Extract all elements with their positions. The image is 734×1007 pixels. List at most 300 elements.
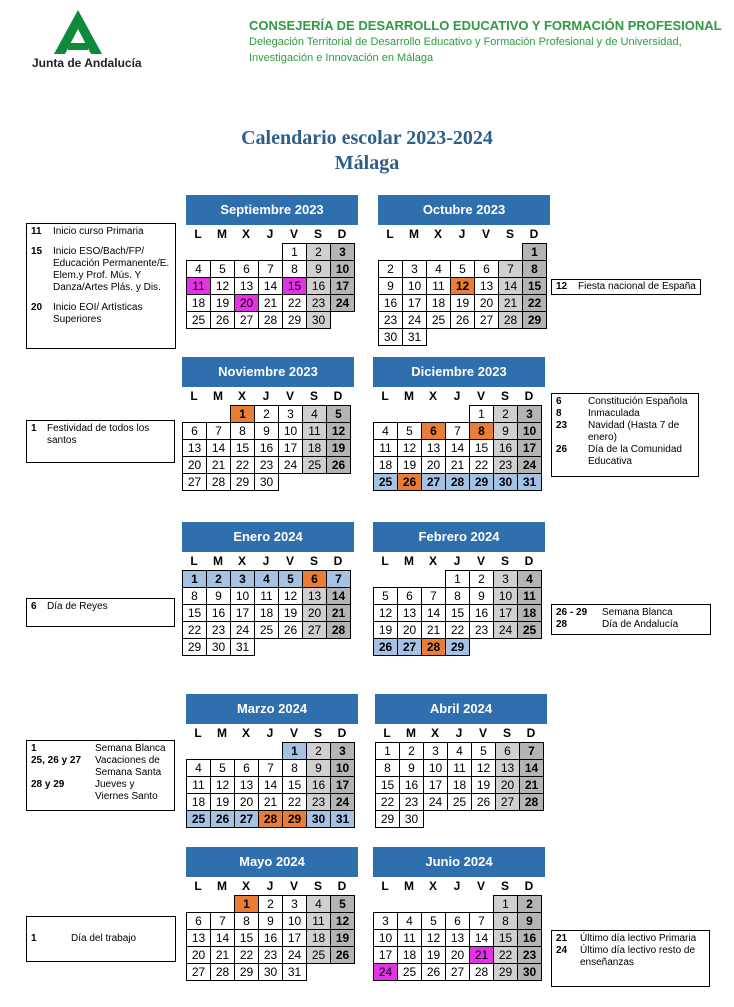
day-cell: 24 xyxy=(330,793,355,811)
day-cell: 8 xyxy=(234,912,259,930)
month-may xyxy=(186,847,358,980)
day-cell: 6 xyxy=(474,260,499,278)
day-cell: 11 xyxy=(397,929,422,947)
month-grid xyxy=(378,226,550,345)
weekday-label: M xyxy=(213,389,223,403)
legend-entry xyxy=(556,420,694,444)
day-cell: 14 xyxy=(498,277,523,295)
empty-cell xyxy=(206,405,231,423)
day-cell: 24 xyxy=(493,621,518,639)
day-cell: 30 xyxy=(254,473,279,491)
day-cell: 21 xyxy=(445,456,470,474)
legend-day: 11 xyxy=(31,226,42,237)
day-cell: 20 xyxy=(445,946,470,964)
weekday-label: L xyxy=(383,726,391,740)
weekday-label: J xyxy=(458,227,466,241)
day-cell: 11 xyxy=(306,912,331,930)
weekday-label: X xyxy=(237,554,246,568)
day-cell: 22 xyxy=(230,456,255,474)
day-cell: 18 xyxy=(302,439,327,457)
day-cell: 14 xyxy=(206,439,231,457)
legend-description: Vacaciones de Semana Santa xyxy=(95,755,162,778)
day-cell: 25 xyxy=(186,311,211,329)
day-cell: 13 xyxy=(234,277,259,295)
weekday-label: V xyxy=(481,227,490,241)
weekday-label: D xyxy=(524,554,534,568)
day-cell: 22 xyxy=(445,621,470,639)
empty-cell xyxy=(210,742,235,760)
legend-day: 6 xyxy=(31,601,37,612)
day-cell: 23 xyxy=(378,311,403,329)
empty-cell xyxy=(421,570,446,588)
day-cell: 25 xyxy=(306,946,331,964)
day-cell: 21 xyxy=(519,776,544,794)
month-jun xyxy=(373,847,545,980)
day-cell: 12 xyxy=(330,912,355,930)
day-cell: 7 xyxy=(421,587,446,605)
day-cell: 12 xyxy=(471,759,496,777)
day-cell: 16 xyxy=(258,929,283,947)
month-grid xyxy=(182,553,354,655)
weekday-label: V xyxy=(289,726,298,740)
day-cell: 3 xyxy=(330,243,355,261)
institution-header xyxy=(249,18,722,66)
day-cell: 7 xyxy=(258,759,283,777)
day-cell: 1 xyxy=(182,570,207,588)
day-cell: 8 xyxy=(445,587,470,605)
weekday-label: L xyxy=(381,554,389,568)
empty-cell xyxy=(402,243,427,261)
day-cell: 11 xyxy=(254,587,279,605)
day-cell: 2 xyxy=(258,895,283,913)
day-cell: 28 xyxy=(519,793,544,811)
day-cell: 7 xyxy=(210,912,235,930)
day-cell: 29 xyxy=(445,638,470,656)
day-cell: 1 xyxy=(230,405,255,423)
day-cell: 3 xyxy=(373,912,398,930)
day-cell: 18 xyxy=(186,294,211,312)
legend-description: Día de Reyes xyxy=(47,601,108,612)
day-cell: 22 xyxy=(375,793,400,811)
legend-description: Jueves y Viernes Santo xyxy=(95,779,158,802)
day-cell: 27 xyxy=(234,311,259,329)
day-cell: 17 xyxy=(330,776,355,794)
weekday-label: V xyxy=(476,879,485,893)
legend-day: 1 xyxy=(31,933,37,944)
day-cell: 7 xyxy=(206,422,231,440)
day-cell: 17 xyxy=(493,604,518,622)
day-cell: 26 xyxy=(210,810,235,828)
legend-june xyxy=(551,930,710,987)
day-cell: 20 xyxy=(186,946,211,964)
day-cell: 27 xyxy=(474,311,499,329)
day-cell: 22 xyxy=(469,456,494,474)
legend-description: Inicio ESO/Bach/FP/ Educación Permanente/E. Elem.y Prof. Mús. Y Danza/Artes Plás. y Dis. xyxy=(53,246,170,293)
weekday-label: S xyxy=(505,227,514,241)
weekday-label: J xyxy=(262,554,270,568)
legend-description: Inmaculada xyxy=(588,408,640,419)
day-cell: 21 xyxy=(258,294,283,312)
day-cell: 23 xyxy=(254,456,279,474)
legend-day: 20 xyxy=(31,302,43,313)
day-cell: 2 xyxy=(378,260,403,278)
weekday-label: L xyxy=(386,227,394,241)
month-oct xyxy=(378,195,550,345)
day-cell: 3 xyxy=(402,260,427,278)
weekday-label: X xyxy=(430,726,439,740)
day-cell: 8 xyxy=(469,422,494,440)
weekday-label: L xyxy=(190,554,198,568)
day-cell: 29 xyxy=(375,810,400,828)
day-cell: 9 xyxy=(517,912,542,930)
day-cell: 4 xyxy=(397,912,422,930)
day-cell: 5 xyxy=(326,405,351,423)
weekday-label: X xyxy=(241,227,250,241)
junta-logo-icon xyxy=(54,10,102,54)
day-cell: 28 xyxy=(258,810,283,828)
weekday-label: L xyxy=(190,389,198,403)
day-cell: 15 xyxy=(282,776,307,794)
day-cell: 20 xyxy=(234,793,259,811)
day-cell: 2 xyxy=(493,405,518,423)
empty-cell xyxy=(182,405,207,423)
day-cell: 25 xyxy=(397,963,422,981)
legend-entry xyxy=(556,408,694,420)
legend-entry xyxy=(556,933,705,945)
weekday-label: L xyxy=(381,389,389,403)
legend-march xyxy=(26,740,175,811)
empty-cell xyxy=(445,895,470,913)
day-cell: 2 xyxy=(399,742,424,760)
weekday-label: V xyxy=(478,726,487,740)
weekday-label: S xyxy=(309,389,318,403)
day-cell: 25 xyxy=(517,621,542,639)
month-title: Junio 2024 xyxy=(373,847,545,877)
day-cell: 14 xyxy=(210,929,235,947)
day-cell: 15 xyxy=(234,929,259,947)
day-cell: 29 xyxy=(234,963,259,981)
day-cell: 1 xyxy=(493,895,518,913)
day-cell: 27 xyxy=(182,473,207,491)
day-cell: 27 xyxy=(186,963,211,981)
month-grid xyxy=(375,725,547,827)
day-cell: 19 xyxy=(330,929,355,947)
legend-day: 21 xyxy=(556,933,568,944)
day-cell: 17 xyxy=(423,776,448,794)
legend-description: Semana Blanca xyxy=(95,743,166,754)
day-cell: 25 xyxy=(426,311,451,329)
day-cell: 18 xyxy=(373,456,398,474)
day-cell: 21 xyxy=(206,456,231,474)
weekday-label: M xyxy=(409,227,419,241)
day-cell: 24 xyxy=(373,963,398,981)
day-cell: 12 xyxy=(421,929,446,947)
day-cell: 2 xyxy=(469,570,494,588)
weekday-label: M xyxy=(217,726,227,740)
day-cell: 19 xyxy=(471,776,496,794)
day-cell: 3 xyxy=(282,895,307,913)
day-cell: 8 xyxy=(522,260,547,278)
month-title: Diciembre 2023 xyxy=(373,357,545,387)
day-cell: 20 xyxy=(182,456,207,474)
day-cell: 10 xyxy=(330,260,355,278)
weekday-label: V xyxy=(285,554,294,568)
day-cell: 5 xyxy=(421,912,446,930)
day-cell: 6 xyxy=(495,742,520,760)
legend-description: Último día lectivo Primaria xyxy=(580,933,697,944)
day-cell: 24 xyxy=(278,456,303,474)
day-cell: 8 xyxy=(375,759,400,777)
weekday-label: J xyxy=(453,554,461,568)
weekday-label: X xyxy=(428,389,437,403)
day-cell: 6 xyxy=(445,912,470,930)
legend-day: 23 xyxy=(556,420,568,431)
weekday-label: J xyxy=(453,389,461,403)
day-cell: 24 xyxy=(230,621,255,639)
month-title: Enero 2024 xyxy=(182,522,354,552)
day-cell: 30 xyxy=(517,963,542,981)
month-grid xyxy=(186,226,358,328)
empty-cell xyxy=(234,243,259,261)
day-cell: 16 xyxy=(469,604,494,622)
legend-description: Inicio curso Primaria xyxy=(53,226,144,237)
day-cell: 21 xyxy=(469,946,494,964)
weekday-label: D xyxy=(529,227,539,241)
weekday-label: X xyxy=(241,879,250,893)
header-line-2: Delegación Territorial de Desarrollo Educativo y Formación Profesional y de Universidad, xyxy=(249,36,682,48)
day-cell: 16 xyxy=(517,929,542,947)
page-title xyxy=(0,126,734,176)
legend-october xyxy=(551,279,701,295)
day-cell: 20 xyxy=(397,621,422,639)
day-cell: 11 xyxy=(186,277,211,295)
month-grid xyxy=(373,553,545,655)
day-cell: 18 xyxy=(517,604,542,622)
empty-cell xyxy=(421,405,446,423)
day-cell: 29 xyxy=(182,638,207,656)
day-cell: 4 xyxy=(186,759,211,777)
day-cell: 13 xyxy=(186,929,211,947)
day-cell: 30 xyxy=(493,473,518,491)
day-cell: 26 xyxy=(210,311,235,329)
title-line-1: Calendario escolar 2023-2024 xyxy=(241,127,493,149)
day-cell: 15 xyxy=(493,929,518,947)
weekday-label: J xyxy=(266,879,274,893)
legend-entry xyxy=(31,601,170,613)
weekday-label: S xyxy=(309,554,318,568)
month-abr xyxy=(375,694,547,827)
day-cell: 21 xyxy=(210,946,235,964)
weekday-label: J xyxy=(453,879,461,893)
day-cell: 24 xyxy=(330,294,355,312)
day-cell: 24 xyxy=(282,946,307,964)
weekday-label: M xyxy=(217,227,227,241)
legend-day: 12 xyxy=(556,281,568,292)
day-cell: 1 xyxy=(282,742,307,760)
day-cell: 1 xyxy=(445,570,470,588)
month-mar xyxy=(186,694,358,827)
empty-cell xyxy=(373,405,398,423)
day-cell: 18 xyxy=(186,793,211,811)
legend-description: Día de Andalucía xyxy=(602,619,679,630)
day-cell: 14 xyxy=(258,776,283,794)
day-cell: 12 xyxy=(373,604,398,622)
empty-cell xyxy=(373,570,398,588)
legend-description: Constitución Española xyxy=(588,396,688,407)
day-cell: 28 xyxy=(445,473,470,491)
day-cell: 12 xyxy=(450,277,475,295)
weekday-label: X xyxy=(433,227,442,241)
day-cell: 16 xyxy=(306,277,331,295)
day-cell: 15 xyxy=(445,604,470,622)
day-cell: 12 xyxy=(397,439,422,457)
weekday-label: S xyxy=(500,389,509,403)
day-cell: 19 xyxy=(397,456,422,474)
legend-day: 6 xyxy=(556,396,562,407)
empty-cell xyxy=(210,895,235,913)
month-title: Octubre 2023 xyxy=(378,195,550,225)
empty-cell xyxy=(397,405,422,423)
day-cell: 25 xyxy=(186,810,211,828)
day-cell: 31 xyxy=(230,638,255,656)
day-cell: 9 xyxy=(306,260,331,278)
day-cell: 14 xyxy=(519,759,544,777)
day-cell: 10 xyxy=(278,422,303,440)
day-cell: 16 xyxy=(306,776,331,794)
day-cell: 14 xyxy=(445,439,470,457)
day-cell: 20 xyxy=(495,776,520,794)
empty-cell xyxy=(186,742,211,760)
day-cell: 29 xyxy=(469,473,494,491)
day-cell: 9 xyxy=(378,277,403,295)
day-cell: 21 xyxy=(258,793,283,811)
legend-entry xyxy=(31,755,170,779)
header-line-3: Investigación e Innovación en Málaga xyxy=(249,52,434,64)
empty-cell xyxy=(474,243,499,261)
day-cell: 12 xyxy=(326,422,351,440)
weekday-label: L xyxy=(194,227,202,241)
weekday-label: M xyxy=(213,554,223,568)
day-cell: 19 xyxy=(373,621,398,639)
day-cell: 11 xyxy=(426,277,451,295)
day-cell: 16 xyxy=(399,776,424,794)
day-cell: 1 xyxy=(469,405,494,423)
legend-entry xyxy=(31,423,170,447)
day-cell: 26 xyxy=(450,311,475,329)
legend-day: 15 xyxy=(31,246,43,257)
weekday-label: J xyxy=(455,726,463,740)
day-cell: 25 xyxy=(447,793,472,811)
day-cell: 14 xyxy=(326,587,351,605)
legend-entry xyxy=(556,945,705,969)
month-grid xyxy=(373,388,545,490)
day-cell: 23 xyxy=(206,621,231,639)
day-cell: 11 xyxy=(447,759,472,777)
month-title: Noviembre 2023 xyxy=(182,357,354,387)
day-cell: 13 xyxy=(445,929,470,947)
day-cell: 15 xyxy=(182,604,207,622)
legend-entry xyxy=(556,444,694,468)
weekday-label: M xyxy=(404,389,414,403)
day-cell: 18 xyxy=(254,604,279,622)
day-cell: 29 xyxy=(522,311,547,329)
legend-january xyxy=(26,598,175,627)
weekday-label: M xyxy=(404,554,414,568)
legend-day: 8 xyxy=(556,408,562,419)
day-cell: 16 xyxy=(206,604,231,622)
day-cell: 18 xyxy=(426,294,451,312)
weekday-label: D xyxy=(526,726,536,740)
day-cell: 5 xyxy=(450,260,475,278)
day-cell: 17 xyxy=(373,946,398,964)
day-cell: 2 xyxy=(306,243,331,261)
day-cell: 10 xyxy=(402,277,427,295)
weekday-label: M xyxy=(217,879,227,893)
day-cell: 10 xyxy=(373,929,398,947)
title-line-2: Málaga xyxy=(334,152,400,174)
logo-text: Junta de Andalucía xyxy=(32,56,142,70)
day-cell: 5 xyxy=(373,587,398,605)
month-title: Septiembre 2023 xyxy=(186,195,358,225)
weekday-label: J xyxy=(266,227,274,241)
day-cell: 27 xyxy=(397,638,422,656)
day-cell: 19 xyxy=(326,439,351,457)
day-cell: 23 xyxy=(258,946,283,964)
day-cell: 1 xyxy=(522,243,547,261)
day-cell: 19 xyxy=(278,604,303,622)
day-cell: 25 xyxy=(254,621,279,639)
day-cell: 15 xyxy=(282,277,307,295)
day-cell: 23 xyxy=(469,621,494,639)
legend-entry xyxy=(31,743,170,755)
day-cell: 8 xyxy=(230,422,255,440)
day-cell: 23 xyxy=(399,793,424,811)
day-cell: 20 xyxy=(421,456,446,474)
legend-entry xyxy=(556,281,696,293)
day-cell: 9 xyxy=(493,422,518,440)
day-cell: 1 xyxy=(282,243,307,261)
header-line-1: CONSEJERÍA DE DESARROLLO EDUCATIVO Y FORMACIÓN PROFESIONAL xyxy=(249,18,722,33)
legend-day: 28 xyxy=(556,619,568,630)
day-cell: 16 xyxy=(493,439,518,457)
day-cell: 28 xyxy=(326,621,351,639)
day-cell: 18 xyxy=(306,929,331,947)
day-cell: 22 xyxy=(522,294,547,312)
day-cell: 26 xyxy=(330,946,355,964)
weekday-label: V xyxy=(289,879,298,893)
day-cell: 6 xyxy=(234,759,259,777)
legend-day: 1 xyxy=(31,423,37,434)
month-title: Febrero 2024 xyxy=(373,522,545,552)
month-grid xyxy=(186,878,358,980)
day-cell: 29 xyxy=(282,311,307,329)
weekday-label: S xyxy=(313,726,322,740)
day-cell: 3 xyxy=(230,570,255,588)
day-cell: 8 xyxy=(493,912,518,930)
day-cell: 18 xyxy=(447,776,472,794)
day-cell: 17 xyxy=(230,604,255,622)
day-cell: 20 xyxy=(234,294,259,312)
day-cell: 17 xyxy=(517,439,542,457)
legend-february xyxy=(551,604,711,635)
weekday-label: V xyxy=(476,554,485,568)
legend-day: 24 xyxy=(556,945,568,956)
day-cell: 31 xyxy=(330,810,355,828)
empty-cell xyxy=(397,895,422,913)
day-cell: 4 xyxy=(373,422,398,440)
day-cell: 13 xyxy=(302,587,327,605)
legend-day: 26 xyxy=(556,444,568,455)
